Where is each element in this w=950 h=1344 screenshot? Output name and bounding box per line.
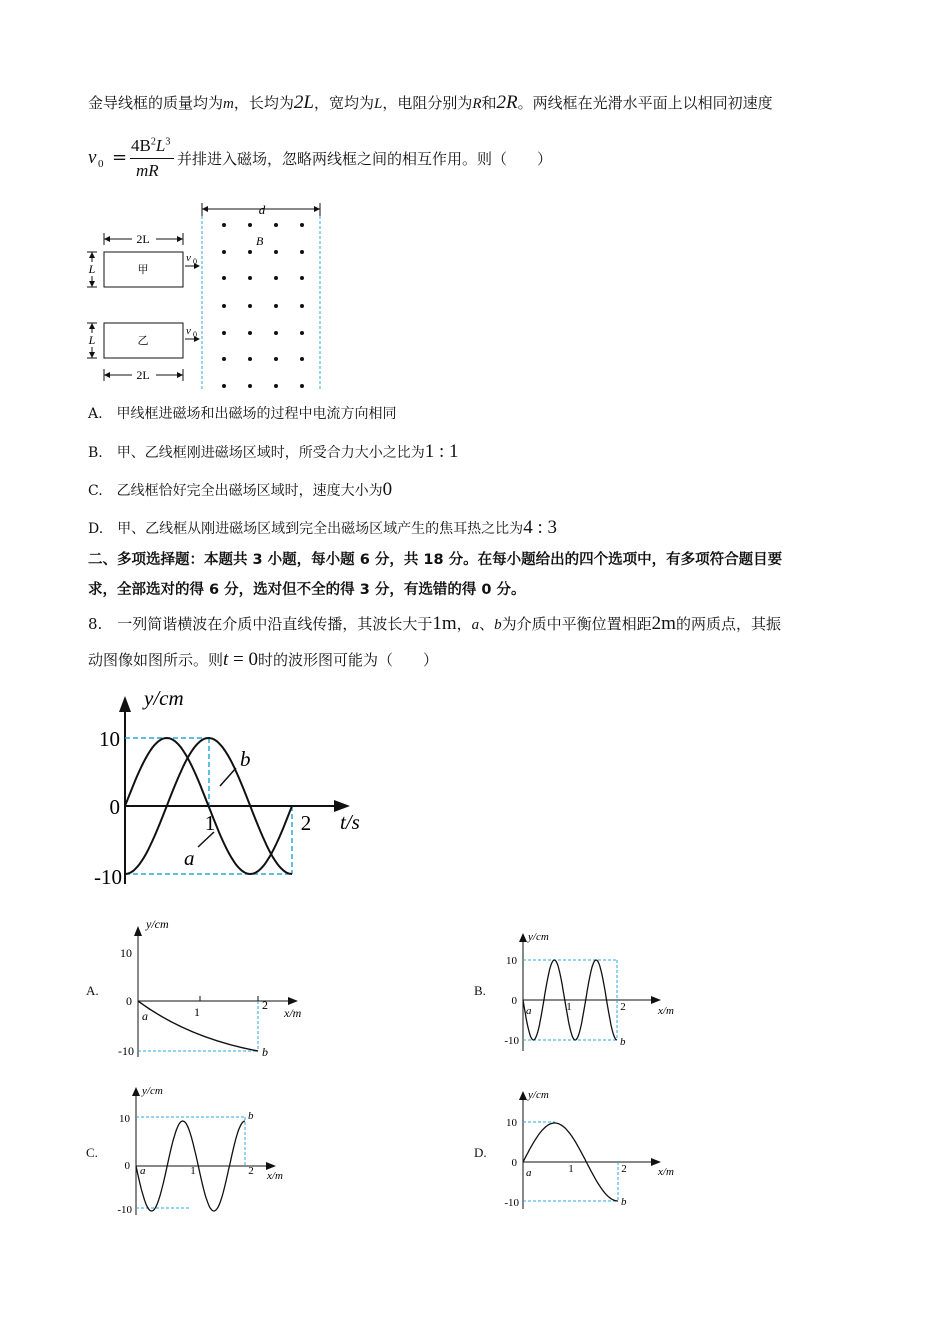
svg-text:a: a <box>140 1165 146 1177</box>
svg-text:10: 10 <box>506 955 517 967</box>
q7-option-b: B. 甲、乙线框刚进磁场区域时，所受合力大小之比为1 : 1 <box>88 441 459 462</box>
main-y-neg10: -10 <box>94 865 122 889</box>
magnetic-field-figure <box>80 198 330 393</box>
svg-text:a: a <box>142 1009 148 1023</box>
main-label-b: b <box>240 747 251 771</box>
svg-text:x/m: x/m <box>658 1005 674 1017</box>
svg-text:x/m: x/m <box>284 1006 302 1020</box>
fraction-numerator: $4B^2L^3$ <box>131 136 171 155</box>
q8-line1: 8. 一列简谐横波在介质中沿直线传播，其波长大于1m，a、b为介质中平衡位置相距2m的两质点，其振 <box>88 613 781 634</box>
yi-label: 乙 <box>137 335 149 347</box>
svg-text:1: 1 <box>194 1005 200 1019</box>
main-x2: 2 <box>300 811 312 835</box>
main-y10: 10 <box>99 727 120 751</box>
q7-line1: 金导线框的质量均为m，长均为2L，宽均为L，电阻分别为R和2R。两线框在光滑水平面上以相同初速度 <box>88 92 773 113</box>
main-x1: 1 <box>204 811 216 835</box>
svg-text:x/m: x/m <box>267 1170 283 1182</box>
b-label: B <box>256 234 264 248</box>
jia-label: 甲 <box>137 264 149 276</box>
answer-b-graph[interactable] <box>495 926 695 1056</box>
svg-text:b: b <box>262 1045 268 1059</box>
svg-text:0: 0 <box>193 330 197 339</box>
svg-text:0: 0 <box>124 1160 130 1172</box>
svg-text:2: 2 <box>621 1163 627 1175</box>
q7-option-a: A. 甲线框进磁场和出磁场的过程中电流方向相同 <box>88 406 397 422</box>
svg-text:1: 1 <box>190 1165 196 1177</box>
section2-line1: 二、多项选择题：本题共 3 小题，每小题 6 分，共 18 分。在每小题给出的四个选项中，有多项符合题目要 <box>88 552 783 568</box>
svg-text:10: 10 <box>120 946 132 960</box>
q7-option-d: D. 甲、乙线框从刚进磁场区域到完全出磁场区域产生的焦耳热之比为4 : 3 <box>88 517 557 538</box>
svg-text:0: 0 <box>193 257 197 266</box>
answer-a-letter[interactable]: A. <box>86 983 99 998</box>
svg-text:2: 2 <box>620 1001 626 1013</box>
L-bottom-label: L <box>88 333 96 347</box>
answer-c-graph[interactable] <box>110 1080 310 1220</box>
v0-bottom-label: v <box>186 325 191 337</box>
main-y0: 0 <box>109 795 120 819</box>
answer-b-letter[interactable]: B. <box>474 983 486 998</box>
svg-text:-10: -10 <box>118 1044 134 1058</box>
answer-a-graph[interactable] <box>108 912 328 1062</box>
svg-text:b: b <box>621 1196 627 1208</box>
svg-text:0: 0 <box>126 994 132 1008</box>
L-top-label: L <box>88 262 96 276</box>
twoL-top-label: 2L <box>136 232 150 246</box>
twoL-bottom-label: 2L <box>136 368 150 382</box>
answer-d-graph[interactable] <box>495 1084 695 1214</box>
svg-text:x/m: x/m <box>658 1166 674 1178</box>
vibration-graph <box>80 684 380 899</box>
main-ylabel: y/cm <box>144 686 184 710</box>
q7-option-c: C. 乙线框恰好完全出磁场区域时，速度大小为0 <box>88 479 393 500</box>
svg-text:b: b <box>620 1036 626 1048</box>
section2-line2: 求，全部选对的得 6 分，选对但不全的得 3 分，有选错的得 0 分。 <box>88 582 526 598</box>
svg-text:y/cm: y/cm <box>528 1089 549 1101</box>
svg-text:y/cm: y/cm <box>528 931 549 943</box>
q8-line2: 动图像如图所示。则t = 0时的波形图可能为（ ） <box>88 649 439 670</box>
svg-text:y/cm: y/cm <box>146 917 169 931</box>
svg-text:1: 1 <box>566 1001 572 1013</box>
svg-text:b: b <box>248 1110 254 1122</box>
svg-text:10: 10 <box>506 1117 517 1129</box>
svg-text:-10: -10 <box>504 1197 519 1209</box>
fraction-bar <box>130 158 174 159</box>
svg-text:0: 0 <box>511 995 517 1007</box>
answer-c-letter[interactable]: C. <box>86 1145 98 1160</box>
v0-top-label: v <box>186 252 191 264</box>
svg-text:2: 2 <box>248 1165 254 1177</box>
svg-text:0: 0 <box>511 1157 517 1169</box>
svg-text:-10: -10 <box>117 1204 132 1216</box>
svg-text:2: 2 <box>262 998 268 1012</box>
svg-text:1: 1 <box>568 1163 574 1175</box>
svg-text:10: 10 <box>119 1113 130 1125</box>
v0-formula: v 0 = $4B^2L^3$ mR 并排进入磁场，忽略两线框之间的相互作用。则（ ） <box>88 136 553 180</box>
answer-d-letter[interactable]: D. <box>474 1145 487 1160</box>
d-label: d <box>258 202 266 217</box>
main-xlabel: t/s <box>340 810 360 834</box>
svg-text:a: a <box>526 1167 532 1179</box>
svg-text:a: a <box>526 1005 532 1017</box>
svg-text:-10: -10 <box>504 1035 519 1047</box>
svg-text:y/cm: y/cm <box>142 1085 163 1097</box>
main-label-a: a <box>184 846 195 870</box>
